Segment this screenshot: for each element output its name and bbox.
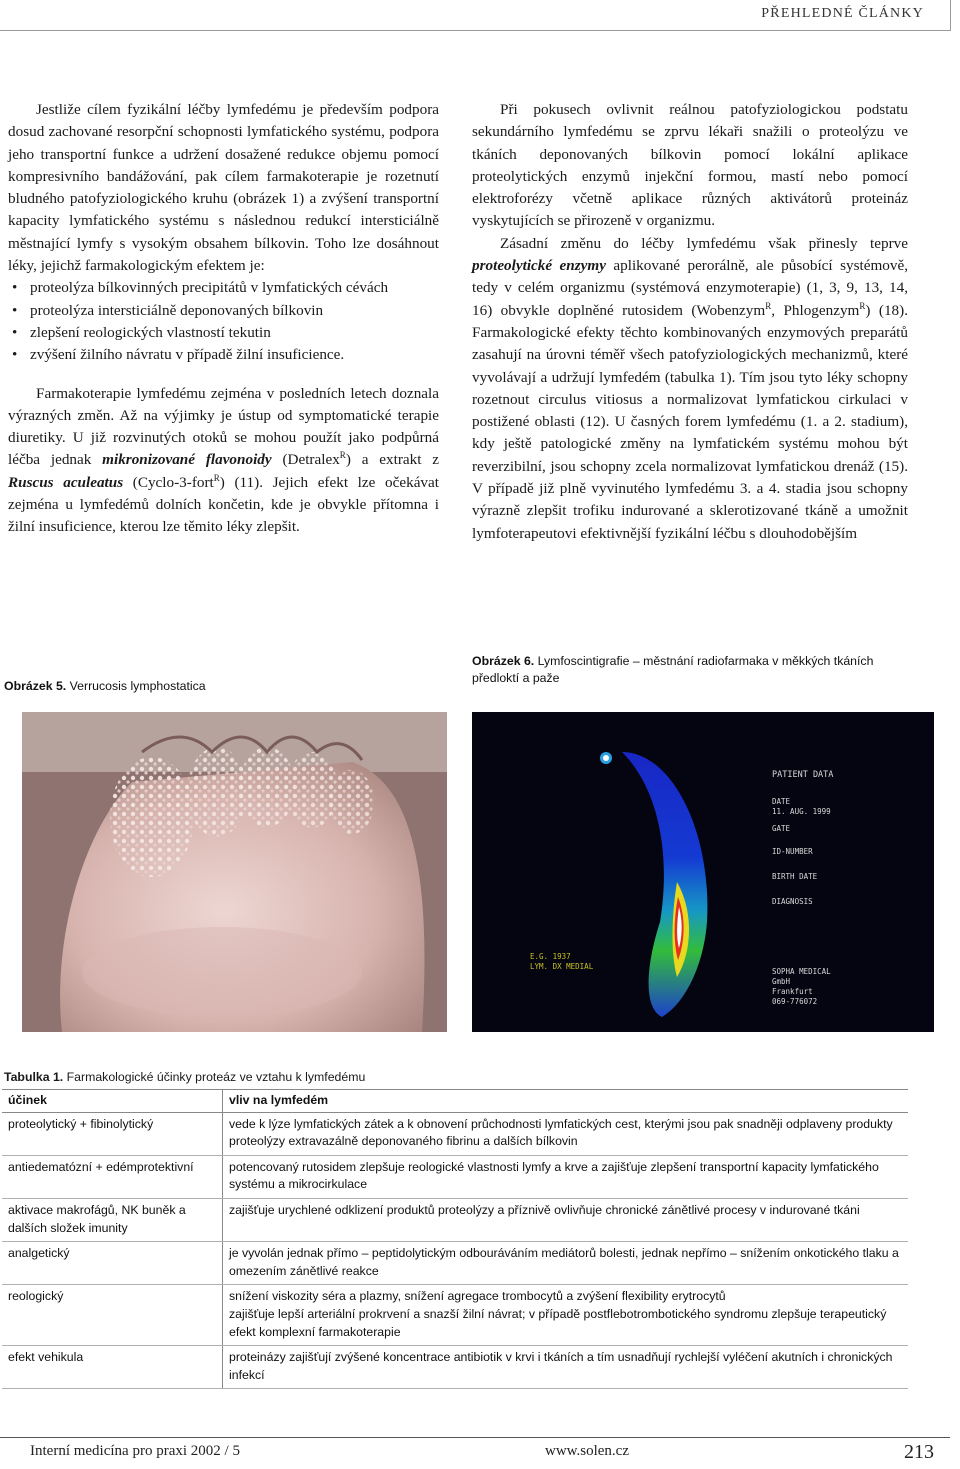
scan-brand: SOPHA MEDICAL — [772, 967, 831, 976]
table-caption — [4, 1070, 365, 1084]
cell-impact-line: snížení viskozity séra a plazmy, snížení agregace trombocytů a zvýšení flexibility erytrocytů — [229, 1289, 726, 1304]
cell-impact — [223, 1285, 909, 1346]
cell-impact: potencovaný rutosidem zlepšuje reologické vlastnosti lymfy a krve a zajišťuje zlepšení transportní kapacity lymfatického systému a mikrocirkulace — [223, 1155, 909, 1198]
table-row — [2, 1242, 908, 1285]
right-column — [472, 99, 908, 545]
scan-footer-left: LYM. DX MEDIAL — [530, 962, 594, 971]
right-paragraph-2 — [472, 233, 908, 545]
cell-effect: antiedematózní + edémprotektivní — [2, 1155, 223, 1198]
cell-impact: proteinázy zajišťují zvýšené koncentrace antibiotik v krvi i tkáních a tím usnadňují rychlejší vyléčení akutních i chronických infekcí — [223, 1346, 909, 1389]
figure-5-photo — [22, 712, 447, 1032]
text-span: ) (18). Farmakologické efekty těchto kombinovaných enzymových preparátů zasahují na úrovni téměř všech patofyziologických mechanizmů, které vyvolávají a udržují lymfedém (tabulka 1). Tím jsou tyto léky schopny rozetnout circulus vitiosus a normalizovat lymfatickou cirkulaci v postižené oblasti (12). U časných forem lymfedému (1. a 2. stadium), kdy ještě patologické změny na lymfatickém systému mohou být reverzibilní, jsou schopny zcela normalizovat lymfatickou drenáž (15). V případě již plně vyvinutého lymfedému 3. a 4. stadia jsou schopny výrazně zlepšit trofiku indurované a sklerotizované tkáně a umožnit lymfoterapeutovi efektivnější fyzikální léčbu s dlouhodobějším — [472, 301, 908, 542]
figure-5-label: Obrázek 5. — [4, 679, 67, 693]
table-row — [2, 1155, 908, 1198]
figure-6-scan — [472, 712, 934, 1032]
table-row — [2, 1112, 908, 1155]
table-caption-text: Farmakologické účinky proteáz ve vztahu k lymfedému — [63, 1070, 366, 1084]
column-header-effect: účinek — [2, 1090, 223, 1113]
table-row — [2, 1346, 908, 1389]
bullet-item: • proteolýza intersticiálně deponovaných bílkovin — [8, 300, 439, 322]
registered-mark: R — [339, 450, 346, 461]
scan-brand: 069-776072 — [772, 997, 818, 1006]
scan-footer-left: E.G. 1937 — [530, 952, 571, 961]
footer-rule — [0, 1437, 950, 1438]
text-span: Farmakoterapie lymfedému zejména v posledních letech doznala výrazných změn. Až na výjimky je ústup od symptomatické terapie diuretiky. U již rozvinutých otoků se mohou použít jako podpůrná léčba jednak — [8, 384, 439, 469]
table-row — [2, 1285, 908, 1346]
scan-brand: Frankfurt — [772, 987, 813, 996]
left-paragraph-1: Jestliže cílem fyzikální léčby lymfedému je především podpora dosud zachované resorpční schopnosti lymfatického systému, podpora jeho transportní funkce a udržení dosažené redukce objemu pomocí kompresivního bandážování, pak cílem farmakoterapie je rozetnutí bludného patofyziologického kruhu (obrázek 1) a zvýšení transportní kapacity lymfatického systému s následnou redukcí intersticiálně městnající lymfy s vysokým obsahem bílkovin. Toho lze dosáhnout léky, jejichž farmakologickým efektem je: — [8, 101, 439, 275]
cell-effect: aktivace makrofágů, NK buněk a dalších složek imunity — [2, 1198, 223, 1241]
page-number: 213 — [904, 1441, 934, 1463]
text-span: Zásadní změnu do léčby lymfedému však přinesly teprve — [500, 234, 908, 252]
left-paragraph-2 — [8, 383, 439, 539]
cell-effect: efekt vehikula — [2, 1346, 223, 1389]
section-title: PŘEHLEDNÉ ČLÁNKY — [761, 6, 924, 21]
scintigraphy-illustration — [472, 712, 934, 1032]
scan-data-line: 11. AUG. 1999 — [772, 807, 831, 816]
table-header-row — [2, 1090, 908, 1113]
text-span: (Detralex — [271, 451, 340, 469]
cell-impact: vede k lýze lymfatických zátek a k obnovení průchodnosti lymfatických cest, kterými jsou pak snadněji odplaveny produkty proteolýzy extravazálně deponovaného fibrinu a dalších bílkovin — [223, 1112, 909, 1155]
term-ruscus: Ruscus aculeatus — [8, 473, 124, 491]
scan-data-line: DIAGNOSIS — [772, 897, 813, 906]
cell-impact: zajišťuje urychlené odklizení produktů proteolýzy a příznivě ovlivňuje chronické zánětlivé procesy v indurované tkáni — [223, 1198, 909, 1241]
scan-patient-label: PATIENT DATA — [772, 770, 834, 780]
term-flavonoids: mikronizované flavonoidy — [102, 451, 272, 469]
left-column — [8, 99, 439, 539]
foot-illustration — [22, 712, 447, 1032]
column-header-impact: vliv na lymfedém — [223, 1090, 909, 1113]
journal-name: Interní medicína pro praxi 2002 / 5 — [30, 1443, 240, 1459]
bullet-item: • zvýšení žilního návratu v případě žilní insuficience. — [8, 344, 439, 366]
figure-6-caption — [472, 653, 912, 687]
figure-5-caption — [4, 678, 444, 695]
text-span: ) a extrakt z — [345, 451, 439, 469]
registered-mark: R — [765, 300, 772, 311]
scan-data-line: ID-NUMBER — [772, 847, 813, 856]
cell-effect: proteolytický + fibinolytický — [2, 1112, 223, 1155]
figure-6-label: Obrázek 6. — [472, 654, 535, 668]
scan-data-line: BIRTH DATE — [772, 872, 818, 881]
bullet-item: • proteolýza bílkovinných precipitátů v lymfatických cévách — [8, 277, 439, 299]
scan-brand: GmbH — [772, 977, 791, 986]
cell-impact-line: zajišťuje lepší arteriální prokrvení a snazší žilní návrat; v případě postflebotrombotického syndromu zlepšuje terapeutický efekt komplexní farmakoterapie — [229, 1306, 887, 1339]
text-span: ) (11). Jejich efekt lze očekávat zejména u lymfedémů dolních končetin, kde je obvykle přítomna i žilní insuficience, kterou lze těmito léky zlepšit. — [8, 473, 439, 536]
table-caption-label: Tabulka 1. — [4, 1070, 64, 1084]
scan-data-line: GATE — [772, 824, 791, 833]
text-span: (Cyclo-3-fort — [123, 473, 214, 491]
effect-bullet-list — [8, 277, 439, 366]
text-span: aplikované perorálně, ale působící systémově, tedy v celém organizmu (systémová enzymoterapie) (1, 3, 9, 13, 14, 16) obvykle doplněné rutosidem (Wobenzym — [472, 257, 908, 319]
pharmacology-table — [2, 1089, 908, 1389]
header-bar — [0, 0, 951, 31]
figure-5-text: Verrucosis lymphostatica — [66, 679, 206, 693]
scan-data-line: DATE — [772, 797, 791, 806]
term-proteolytic-enzymes: proteolytické enzymy — [472, 257, 606, 275]
text-span: , Phlogenzym — [771, 301, 860, 319]
cell-effect: analgetický — [2, 1242, 223, 1285]
cell-effect: reologický — [2, 1285, 223, 1346]
right-paragraph-1: Při pokusech ovlivnit reálnou patofyziologickou podstatu sekundárního lymfedému se zprvu lékaři snažili o proteolýzu ve tkáních deponovaných bílkovin pomocí lokální aplikace proteolytických enzymů injekční formou, mastí nebo pomocí elektroforézy včetně aplikace různých aktivátorů proteináz vyskytujících se přirozeně v organizmu. — [472, 101, 908, 230]
bullet-item: • zlepšení reologických vlastností tekutin — [8, 322, 439, 344]
registered-mark: R — [213, 472, 220, 483]
website-link[interactable]: www.solen.cz — [545, 1443, 630, 1459]
registered-mark: R — [859, 300, 866, 311]
table-row — [2, 1198, 908, 1241]
figure-6-text: Lymfoscintigrafie – městnání radiofarmaka v měkkých tkáních předloktí a paže — [472, 654, 874, 685]
cell-impact: je vyvolán jednak přímo – peptidolytickým odbouráváním mediátorů bolesti, jednak nepřímo – snížením onkotického tlaku a omezením zánětlivé reakce — [223, 1242, 909, 1285]
